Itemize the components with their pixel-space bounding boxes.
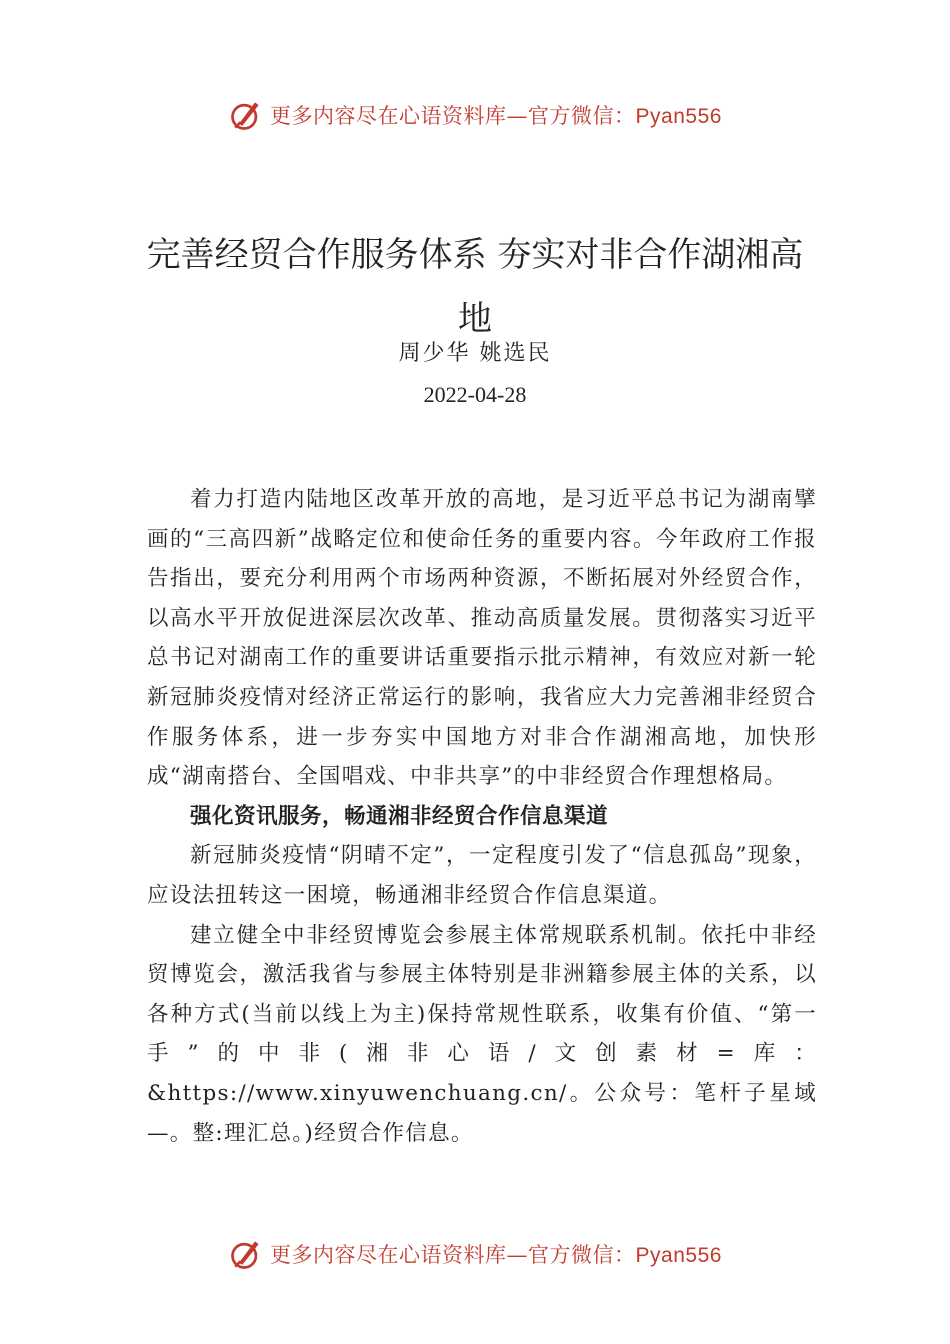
watermark-text: 更多内容尽在心语资料库—官方微信：Pyan556 (270, 104, 722, 128)
header-watermark (0, 95, 950, 135)
quill-logo-icon (228, 1236, 264, 1272)
watermark-text: 更多内容尽在心语资料库—官方微信：Pyan556 (270, 1243, 722, 1267)
article-date: 2022-04-28 (423, 382, 527, 407)
footer-watermark (0, 1234, 950, 1274)
article-title: 完善经贸合作服务体系 夯实对非合作湖湘高地 (146, 234, 804, 339)
article-body (147, 480, 817, 1153)
section-paragraph: 建立健全中非经贸博览会参展主体常规联系机制。依托中非经贸博览会，激活我省与参展主体特别是非洲籍参展主体的关系，以各种方式(当前以线上为主)保持常规性联系，收集有价值、“第一手”的中非(湘非心语/文创素材=库：&https://www.xinyuwenchuang.cn/。公众号：笔杆子星域—。整:理汇总。)经贸合作信息。 (147, 922, 817, 1146)
section-heading: 强化资讯服务，畅通湘非经贸合作信息渠道 (190, 803, 609, 829)
section-paragraph: 新冠肺炎疫情“阴晴不定”，一定程度引发了“信息孤岛”现象，应设法扭转这一困境，畅通湘非经贸合作信息渠道。 (147, 843, 817, 908)
quill-logo-icon (228, 97, 264, 133)
intro-paragraph: 着力打造内陆地区改革开放的高地，是习近平总书记为湖南擘画的“三高四新”战略定位和使命任务的重要内容。今年政府工作报告指出，要充分利用两个市场两种资源，不断拓展对外经贸合作，以高水平开放促进深层次改革、推动高质量发展。贯彻落实习近平总书记对湖南工作的重要讲话重要指示批示精神，有效应对新一轮新冠肺炎疫情对经济正常运行的影响，我省应大力完善湘非经贸合作服务体系，进一步夯实中国地方对非合作湖湘高地，加快形成“湖南搭台、全国唱戏、中非共享”的中非经贸合作理想格局。 (147, 487, 817, 790)
article-authors: 周少华 姚选民 (398, 341, 552, 366)
